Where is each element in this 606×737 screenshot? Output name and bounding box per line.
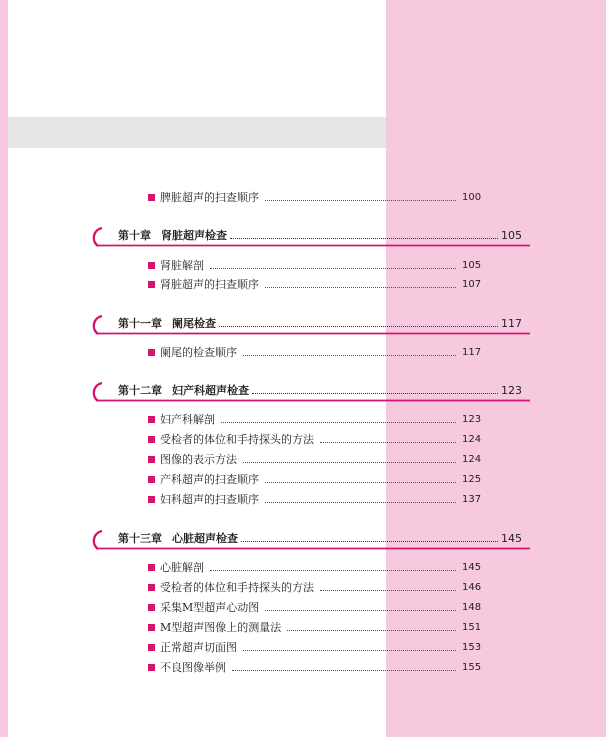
toc-entry[interactable] (148, 451, 488, 467)
dot-leader (243, 355, 456, 356)
dot-leader (265, 287, 456, 288)
bullet-icon (148, 476, 155, 483)
entry-title: M型超声图像上的测量法 (160, 621, 282, 634)
toc-entry[interactable] (148, 189, 488, 205)
toc-entry[interactable] (148, 579, 488, 595)
page-number: 117 (462, 346, 482, 358)
page-number: 107 (462, 278, 482, 290)
chapter-number: 第十一章 (118, 317, 162, 330)
dot-leader (265, 502, 456, 503)
bullet-icon (148, 456, 155, 463)
page-number: 137 (462, 493, 482, 505)
entry-title: 采集M型超声心动图 (160, 601, 260, 614)
dot-leader (221, 422, 456, 423)
chapter-title: 心脏超声检查 (172, 532, 238, 545)
page-number: 148 (462, 601, 482, 613)
entry-title: 受检者的体位和手持探头的方法 (160, 581, 314, 594)
dot-leader (219, 326, 498, 327)
dot-leader (230, 238, 498, 239)
chapter-page: 145 (501, 531, 522, 545)
toc-entry[interactable] (148, 619, 488, 635)
bullet-icon (148, 349, 155, 356)
toc-entry[interactable] (148, 431, 488, 447)
page-number: 125 (462, 473, 482, 485)
toc-entry[interactable] (148, 491, 488, 507)
entry-title: 受检者的体位和手持探头的方法 (160, 433, 314, 446)
page-number: 146 (462, 581, 482, 593)
chapter-title: 肾脏超声检查 (161, 229, 227, 242)
entry-title: 阑尾的检查顺序 (160, 346, 237, 359)
dot-leader (252, 393, 498, 394)
entry-title: 正常超声切面图 (160, 641, 237, 654)
chapter-heading[interactable] (86, 380, 530, 402)
bullet-icon (148, 624, 155, 631)
chapter-title: 妇产科超声检查 (172, 384, 249, 397)
bullet-icon (148, 564, 155, 571)
chapter-title: 阑尾检查 (172, 317, 216, 330)
dot-leader (265, 200, 456, 201)
page-number: 145 (462, 561, 482, 573)
toc-entry[interactable] (148, 559, 488, 575)
chapter-page: 105 (501, 228, 522, 242)
bullet-icon (148, 584, 155, 591)
chapter-page: 117 (501, 316, 522, 330)
entry-title: 产科超声的扫查顺序 (160, 473, 259, 486)
page-number: 100 (462, 191, 482, 203)
chapter-heading[interactable] (86, 225, 530, 247)
header-band (8, 117, 386, 148)
entry-title: 图像的表示方法 (160, 453, 237, 466)
bullet-icon (148, 262, 155, 269)
chapter-page: 123 (501, 383, 522, 397)
toc-entry[interactable] (148, 659, 488, 675)
bullet-icon (148, 194, 155, 201)
entry-title: 肾脏解剖 (160, 259, 204, 272)
dot-leader (210, 570, 456, 571)
dot-leader (265, 610, 456, 611)
dot-leader (265, 482, 456, 483)
dot-leader (232, 670, 456, 671)
toc-entry[interactable] (148, 471, 488, 487)
page-number: 123 (462, 413, 482, 425)
page-number: 155 (462, 661, 482, 673)
chapter-heading[interactable] (86, 528, 530, 550)
bullet-icon (148, 604, 155, 611)
toc-entry[interactable] (148, 411, 488, 427)
dot-leader (320, 442, 456, 443)
page-number: 153 (462, 641, 482, 653)
bullet-icon (148, 496, 155, 503)
dot-leader (320, 590, 456, 591)
entry-title: 肾脏超声的扫查顺序 (160, 278, 259, 291)
dot-leader (210, 268, 456, 269)
page-number: 151 (462, 621, 482, 633)
chapter-heading[interactable] (86, 313, 530, 335)
entry-title: 心脏解剖 (160, 561, 204, 574)
chapter-number: 第十章 (118, 229, 151, 242)
chapter-number: 第十二章 (118, 384, 162, 397)
page-number: 124 (462, 433, 482, 445)
entry-title: 不良图像举例 (160, 661, 226, 674)
toc-entry[interactable] (148, 344, 488, 360)
bullet-icon (148, 644, 155, 651)
chapter-number: 第十三章 (118, 532, 162, 545)
bullet-icon (148, 416, 155, 423)
dot-leader (243, 462, 456, 463)
dot-leader (243, 650, 456, 651)
toc-entry[interactable] (148, 639, 488, 655)
left-margin-strip (0, 0, 8, 737)
entry-title: 脾脏超声的扫查顺序 (160, 191, 259, 204)
bullet-icon (148, 436, 155, 443)
entry-title: 妇产科解剖 (160, 413, 215, 426)
dot-leader (287, 630, 456, 631)
page-number: 124 (462, 453, 482, 465)
page-number: 105 (462, 259, 482, 271)
bullet-icon (148, 281, 155, 288)
toc-entry[interactable] (148, 276, 488, 292)
toc-entry[interactable] (148, 257, 488, 273)
toc-entry[interactable] (148, 599, 488, 615)
entry-title: 妇科超声的扫查顺序 (160, 493, 259, 506)
dot-leader (241, 541, 498, 542)
bullet-icon (148, 664, 155, 671)
